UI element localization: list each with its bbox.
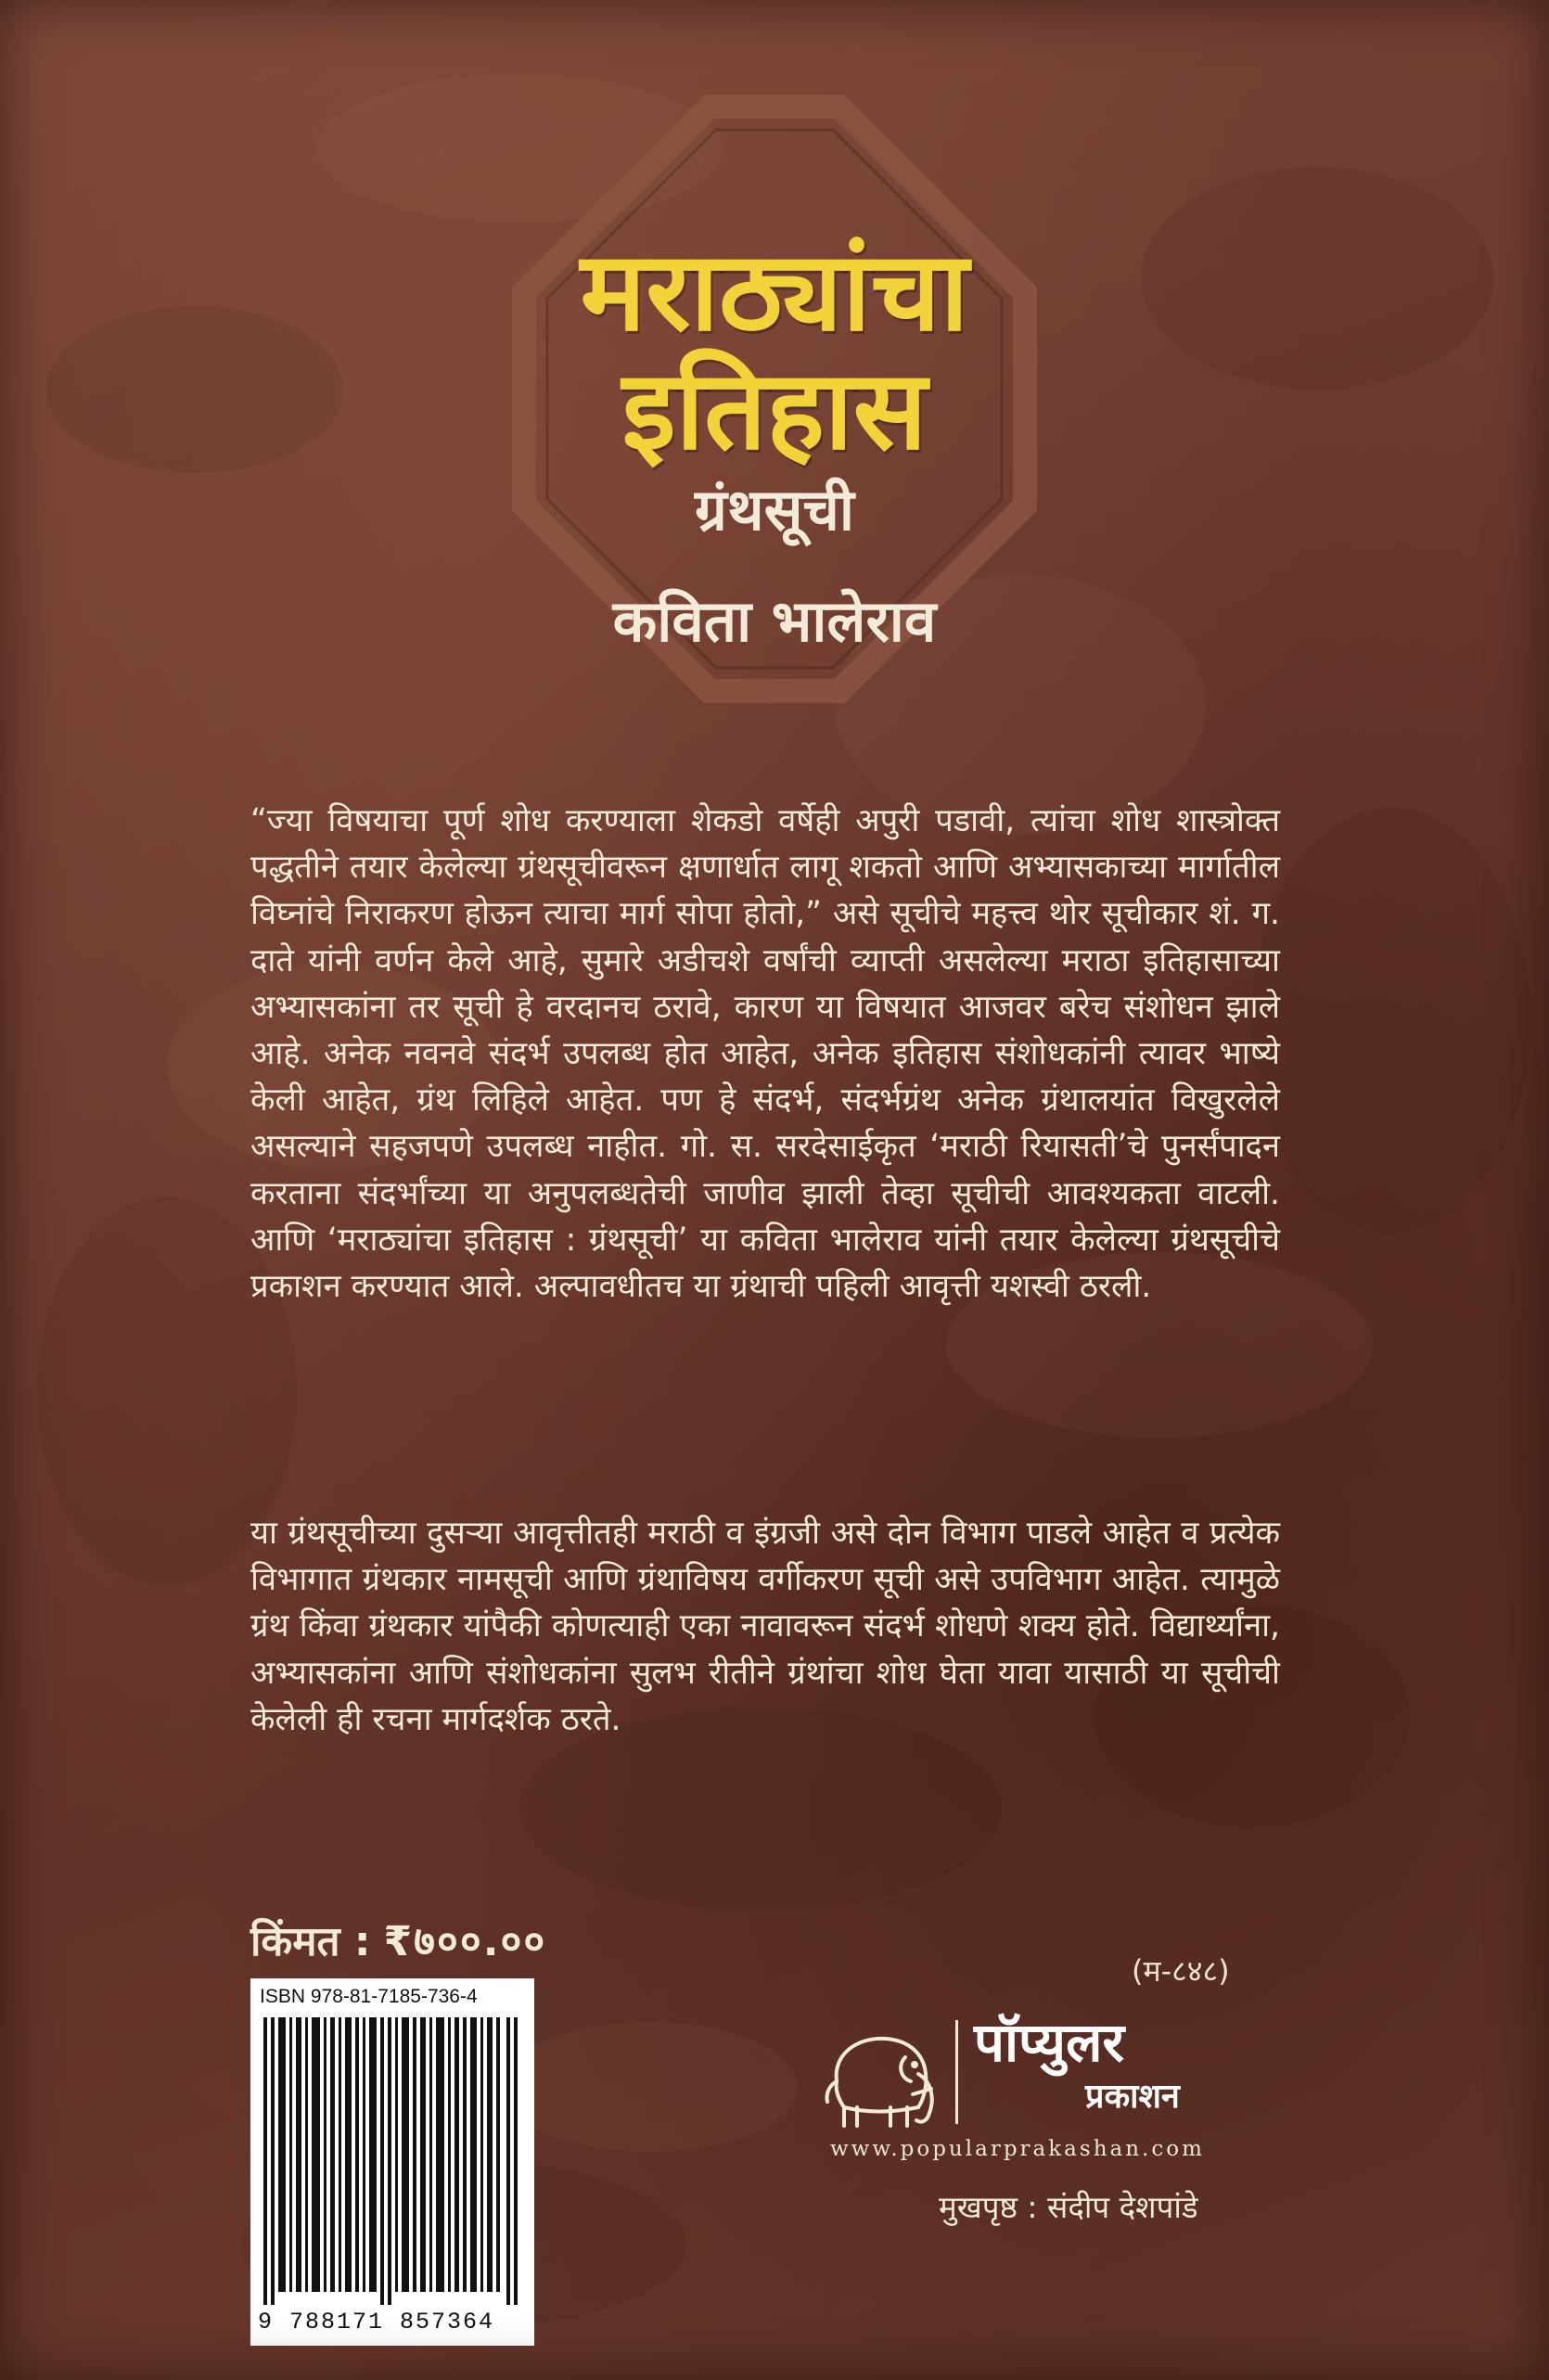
publisher-website: www.popularprakashan.com bbox=[830, 2137, 1205, 2161]
barcode-digits: 9 788171 857364 bbox=[258, 2309, 495, 2335]
title-block bbox=[0, 226, 1549, 659]
catalog-code: (म-८४८) bbox=[1132, 1953, 1230, 1989]
price-value: ₹७००.०० bbox=[383, 1918, 547, 1965]
book-title-line-2: इतिहास bbox=[621, 345, 928, 474]
logo-divider bbox=[955, 2020, 958, 2124]
price bbox=[250, 1916, 546, 1968]
cover-design-credit: मुखपृष्ठ : संदीप देशपांडे bbox=[939, 2189, 1198, 2225]
publisher-name: पॉप्युलर bbox=[974, 2011, 1125, 2074]
blurb-paragraph-1: “ज्या विषयाचा पूर्ण शोध करण्याला शेकडो वर्षेही अपुरी पडावी, त्यांचा शोध शास्त्रोक्त पद्धतीने तयार केलेल्या ग्रंथसूचीवरून क्षणार्धात लागू शकतो आणि अभ्यासकाच्या मार्गातील विघ्नांचे निराकरण होऊन त्याचा मार्ग सोपा होतो,” असे सूचीचे महत्त्व थोर सूचीकार शं. ग. दाते यांनी वर्णन केले आहे, सुमारे अडीचशे वर्षांची व्याप्ती असलेल्या मराठा इतिहासाच्या अभ्यासकांना तर सूची हे वरदानच ठरावे, कारण या विषयात आजवर बरेच संशोधन झाले आहे. अनेक नवनवे संदर्भ उपलब्ध होत आहेत, अनेक इतिहास संशोधकांनी त्यावर भाष्ये केली आहेत, ग्रंथ लिहिले आहेत. पण हे संदर्भ, संदर्भग्रंथ अनेक ग्रंथालयांत विखुरलेले असल्याने सहजपणे उपलब्ध नाहीत. गो. स. सरदेसाईकृत ‘मराठी रियासती’चे पुनर्संपादन करताना संदर्भांच्या या अनुपलब्धतेची जाणीव झाली तेव्हा सूचीची आवश्यकता वाटली. आणि ‘मराठ्यांचा इतिहास : ग्रंथसूची’ या कविता भालेराव यांनी तयार केलेल्या ग्रंथसूचीचे प्रकाशन करण्यात आले. अल्पावधीतच या ग्रंथाची पहिली आवृत्ती यशस्वी ठरली. bbox=[250, 802, 1280, 1306]
blurb-paragraph-2: या ग्रंथसूचीच्या दुसऱ्या आवृत्तीतही मराठी व इंग्रजी असे दोन विभाग पाडले आहेत व प्रत्येक विभागात ग्रंथकार नामसूची आणि ग्रंथाविषय वर्गीकरण सूची असे उपविभाग आहेत. त्यामुळे ग्रंथ किंवा ग्रंथकार यांपैकी कोणत्याही एका नावावरून संदर्भ शोधणे शक्य होते. विद्यार्थ्यांना, अभ्यासकांना आणि संशोधकांना सुलभ रीतीने ग्रंथांचा शोध घेता यावा यासाठी या सूचीची केलेली ही रचना मार्गदर्शक ठरते. bbox=[250, 1515, 1280, 1738]
barcode-icon bbox=[263, 2017, 521, 2305]
book-title-line-1: मराठ्यांचा bbox=[580, 226, 969, 355]
author-name: कविता भालेराव bbox=[612, 587, 937, 655]
price-label: किंमत : bbox=[250, 1918, 371, 1965]
elephant-logo-icon bbox=[816, 2016, 946, 2137]
barcode-box bbox=[250, 1978, 534, 2346]
book-subtitle: ग्रंथसूची bbox=[695, 476, 854, 544]
publisher-subtitle: प्रकाशन bbox=[1085, 2078, 1180, 2116]
isbn-label: ISBN 978-81-7185-736-4 bbox=[260, 1986, 478, 2007]
